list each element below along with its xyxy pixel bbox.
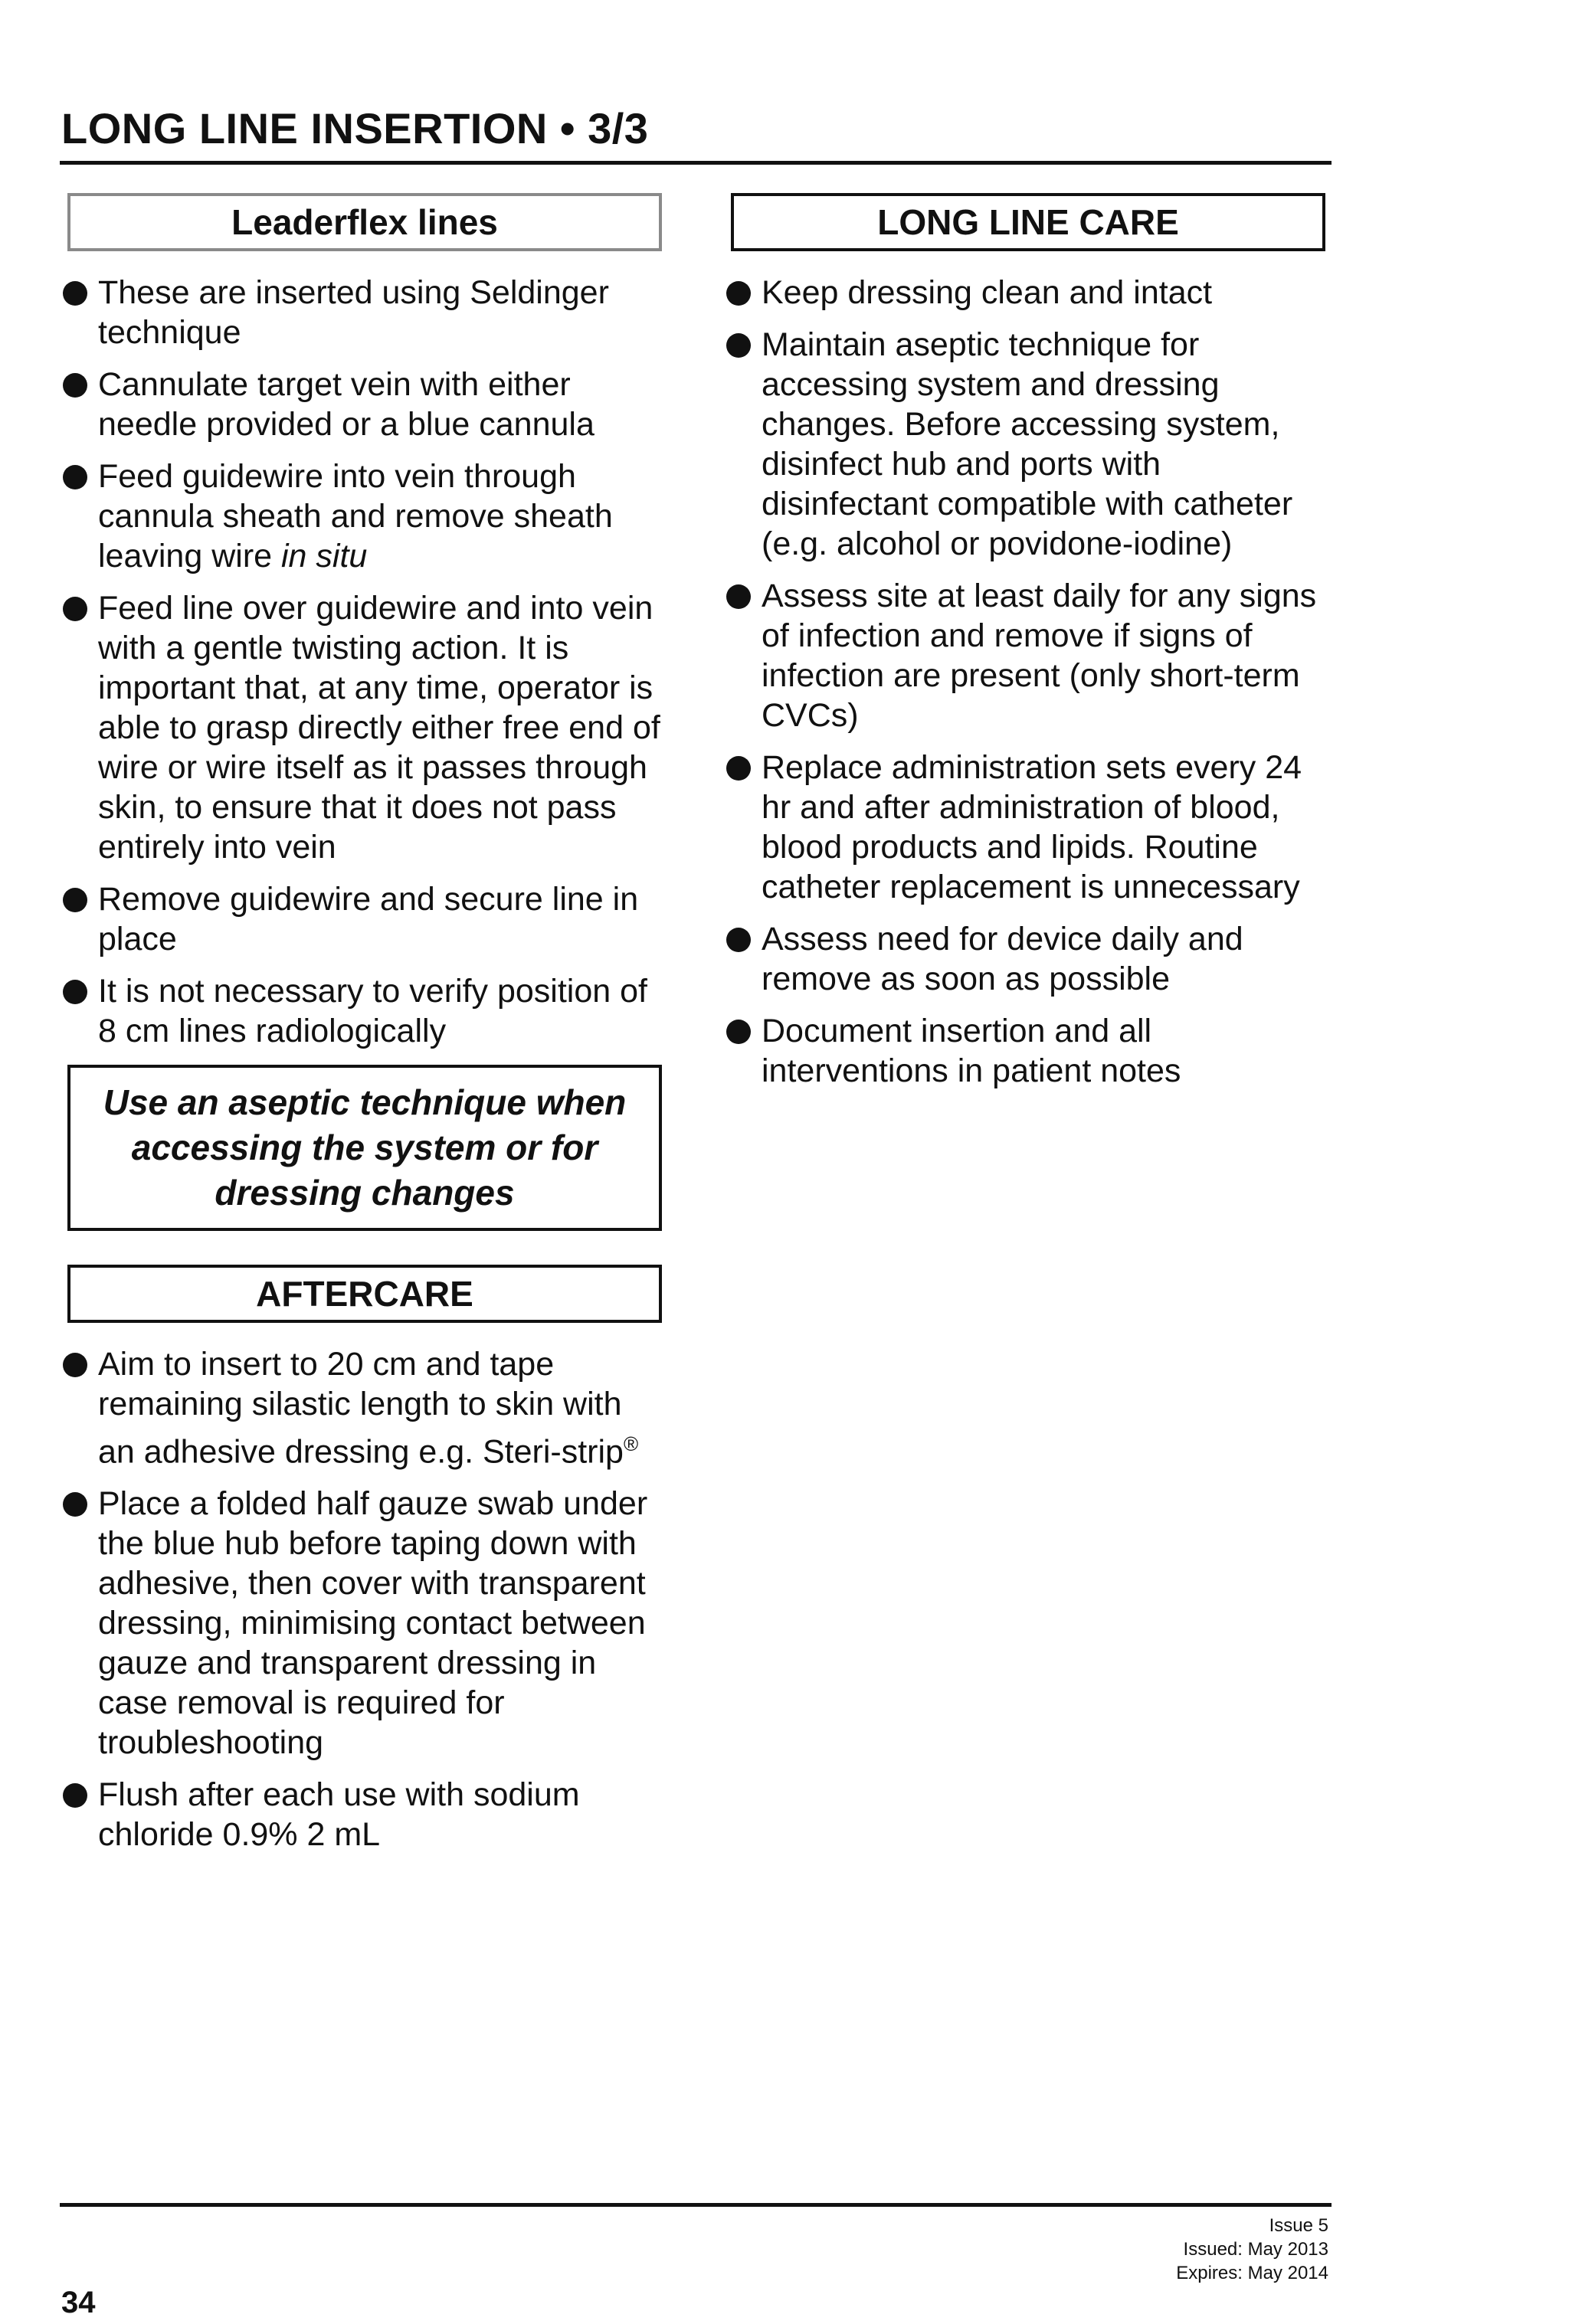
page-number: 34: [61, 2286, 96, 2319]
list-item: [67, 879, 662, 959]
footer-rule: [60, 2203, 1332, 2207]
care-list: [731, 273, 1325, 1091]
list-item: [731, 748, 1325, 907]
list-item: [731, 273, 1325, 313]
list-item-text: Place a folded half gauze swab under the blue hub before taping down with adhesive, then cover with transparent dressing, minimising contact between gauze and transparent dressing in case removal is required for troubleshooting: [98, 1485, 648, 1762]
bullet-icon: [63, 1783, 87, 1808]
list-item: [67, 1344, 662, 1471]
bullet-icon: [726, 281, 751, 306]
issue-info: [1176, 2214, 1328, 2285]
bullet-icon: [726, 756, 751, 781]
list-item: [67, 588, 662, 867]
list-item-text: Assess site at least daily for any signs of infection and remove if signs of infection are present (only short-term CVCs): [762, 578, 1317, 734]
list-item-text: Replace administration sets every 24 hr and after administration of blood, blood products and lipids. Routine catheter replacement is unnecessary: [762, 749, 1302, 905]
bullet-icon: [63, 1492, 87, 1517]
bullet-icon: [726, 333, 751, 358]
page-title: LONG LINE INSERTION • 3/3: [61, 104, 649, 152]
list-item: [67, 971, 662, 1051]
list-item: [731, 1011, 1325, 1091]
aftercare-heading: AFTERCARE: [67, 1265, 662, 1323]
bullet-icon: [63, 281, 87, 306]
bullet-icon: [63, 980, 87, 1004]
issued-date: Issued: May 2013: [1183, 2239, 1328, 2260]
list-item-text: These are inserted using Seldinger technique: [98, 274, 609, 351]
bullet-icon: [63, 597, 87, 621]
bullet-icon: [63, 373, 87, 398]
aftercare-list: [67, 1344, 662, 1854]
registered-mark: ®: [623, 1432, 639, 1455]
list-item: [731, 919, 1325, 999]
bullet-icon: [726, 1020, 751, 1044]
list-item-text: Maintain aseptic technique for accessing system and dressing changes. Before accessing system, disinfect hub and ports with disinfectant compatible with catheter (e.g. alcohol or povidone-iodine): [762, 326, 1293, 562]
list-item: [731, 325, 1325, 564]
list-item-text: Keep dressing clean and intact: [762, 274, 1213, 311]
aseptic-callout: Use an aseptic technique when accessing the system or for dressing changes: [67, 1065, 662, 1231]
list-item-text: Remove guidewire and secure line in place: [98, 881, 639, 957]
list-item-text: It is not necessary to verify position of 8 cm lines radiologically: [98, 973, 647, 1049]
list-item: [67, 1484, 662, 1763]
title-underline: [60, 161, 1332, 165]
list-item-text: Assess need for device daily and remove as soon as possible: [762, 921, 1243, 997]
list-item: [67, 273, 662, 352]
bullet-icon: [63, 1353, 87, 1377]
issue-number: Issue 5: [1269, 2215, 1328, 2236]
list-item: [67, 365, 662, 444]
list-item: [731, 576, 1325, 735]
long-line-care-heading: LONG LINE CARE: [731, 193, 1325, 251]
list-item-text: Aim to insert to 20 cm and tape remaining silastic length to skin with an adhesive dressing e.g. Steri-strip: [98, 1346, 624, 1471]
leaderflex-list: [67, 273, 662, 1051]
bullet-icon: [726, 584, 751, 609]
bullet-icon: [63, 888, 87, 912]
leaderflex-heading: Leaderflex lines: [67, 193, 662, 251]
list-item-text: Flush after each use with sodium chloride 0.9% 2 mL: [98, 1776, 580, 1854]
list-item-text: Cannulate target vein with either needle provided or a blue cannula: [98, 366, 595, 443]
list-item: [67, 1775, 662, 1854]
right-column: [731, 193, 1325, 1103]
list-item: [67, 457, 662, 576]
bullet-icon: [726, 928, 751, 952]
list-item-text: Feed guidewire into vein through cannula sheath and remove sheath leaving wire: [98, 458, 613, 574]
expiry-date: Expires: May 2014: [1176, 2263, 1328, 2283]
list-item-italic-text: in situ: [281, 538, 368, 574]
list-item-text: Feed line over guidewire and into vein with a gentle twisting action. It is important that, at any time, operator is able to grasp directly either free end of wire or wire itself as it passes through skin, to ensure that it does not pass entirely into vein: [98, 590, 660, 866]
bullet-icon: [63, 465, 87, 489]
left-column: [67, 193, 662, 1867]
list-item-text: Document insertion and all interventions in patient notes: [762, 1013, 1181, 1089]
